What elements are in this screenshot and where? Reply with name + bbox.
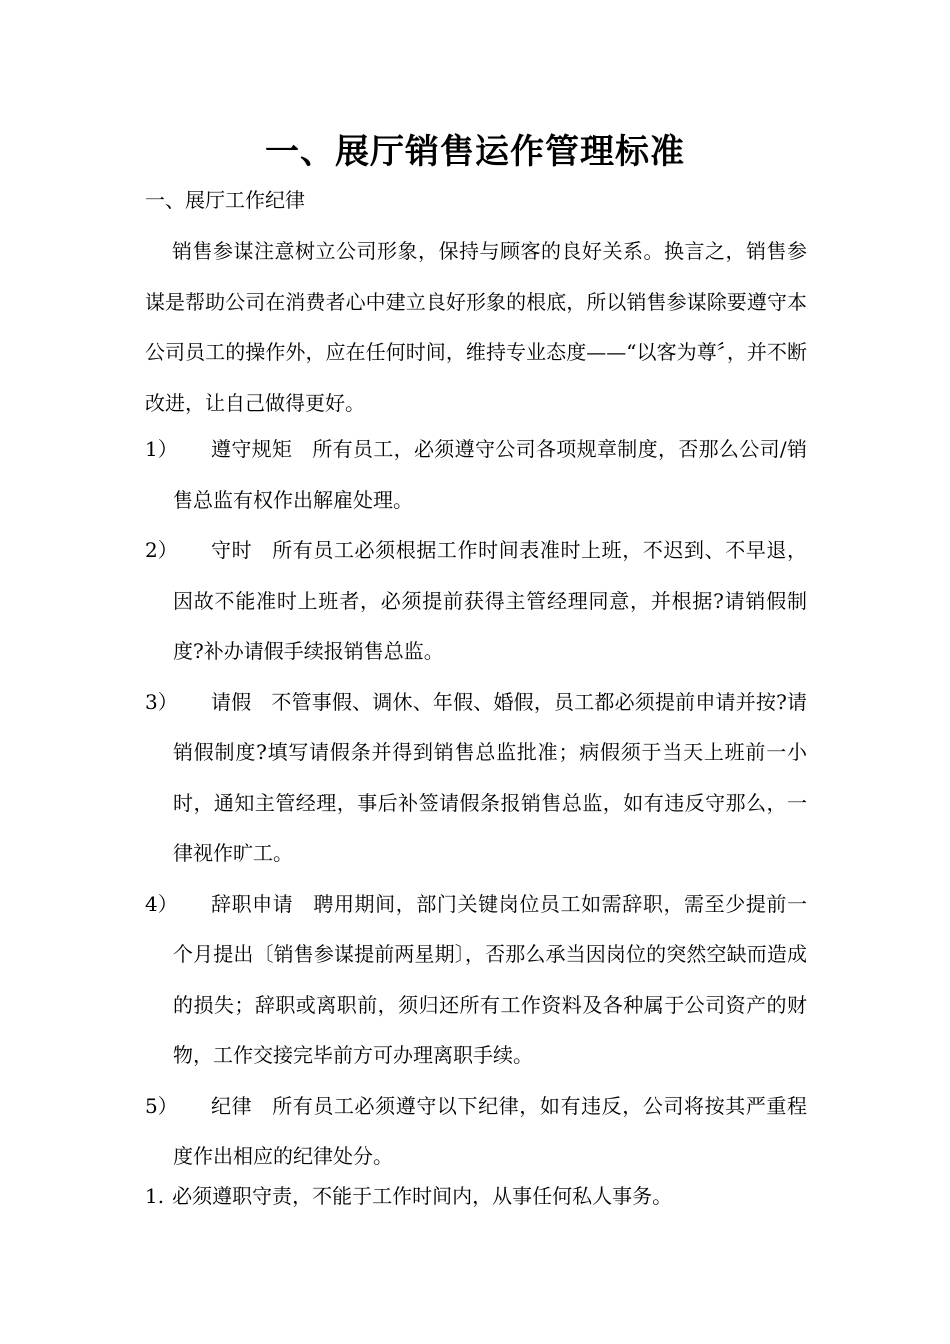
- list-item: [145, 424, 807, 525]
- list-item-term: 守时: [211, 538, 253, 562]
- list-item-marker: 1）: [145, 437, 178, 461]
- list-item: [145, 525, 807, 677]
- list-item-term: 遵守规矩: [211, 437, 293, 461]
- list-item-text: 所有员工必须根据工作时间表准时上班，不迟到、不早退，因故不能准时上班者，必须提前获得主管经理同意，并根据?请销假制度?补办请假手续报销售总监。: [173, 538, 808, 663]
- intro-paragraph: 销售参谋注意树立公司形象，保持与顾客的良好关系。换言之，销售参谋是帮助公司在消费者心中建立良好形象的根底，所以销售参谋除要遵守本公司员工的操作外，应在任何时间，维持专业态度——“以客为尊〞，并不断改进，让自己做得更好。: [145, 239, 807, 415]
- list-item-text: 聘用期间，部门关键岗位员工如需辞职，需至少提前一个月提出〔销售参谋提前两星期〕，否那么承当因岗位的突然空缺而造成的损失；辞职或离职前，须归还所有工作资料及各种属于公司资产的财物，工作交接完毕前方可办理离职手续。: [173, 891, 808, 1067]
- document-title: 一、展厅销售运作管理标准: [265, 132, 685, 172]
- list-item-content: [173, 677, 807, 879]
- discipline-list: [145, 424, 807, 1182]
- list-item-text: 所有员工，必须遵守公司各项规章制度，否那么公司/销售总监有权作出解雇处理。: [173, 437, 807, 512]
- numbered-rule-text: 必须遵职守责，不能于工作时间内，从事任何私人事务。: [172, 1184, 673, 1208]
- list-item-text: 所有员工必须遵守以下纪律，如有违反，公司将按其严重程度作出相应的纪律处分。: [173, 1093, 808, 1168]
- list-item: [145, 677, 807, 879]
- list-item: [145, 1081, 807, 1182]
- list-item-content: [173, 879, 807, 1081]
- list-item-marker: 3）: [145, 689, 178, 714]
- list-item-term: 辞职申请: [211, 891, 294, 916]
- list-item: [145, 879, 807, 1081]
- list-item-marker: 2）: [145, 538, 178, 562]
- list-item-term: 纪律: [211, 1093, 253, 1118]
- list-item-term: 请假: [211, 689, 252, 714]
- list-item-marker: 5）: [145, 1093, 178, 1118]
- list-item-content: [173, 1081, 807, 1182]
- numbered-rule-number: 1.: [145, 1184, 165, 1208]
- numbered-rule: [145, 1171, 672, 1222]
- list-item-content: [173, 525, 807, 677]
- section-heading: 一、展厅工作纪律: [145, 188, 305, 212]
- list-item-marker: 4）: [145, 891, 178, 916]
- list-item-content: [173, 424, 807, 525]
- list-item-text: 不管事假、调休、年假、婚假，员工都必须提前申请并按?请销假制度?填写请假条并得到销售总监批准；病假须于当天上班前一小时，通知主管经理，事后补签请假条报销售总监，如有违反守那么，一律视作旷工。: [173, 689, 808, 865]
